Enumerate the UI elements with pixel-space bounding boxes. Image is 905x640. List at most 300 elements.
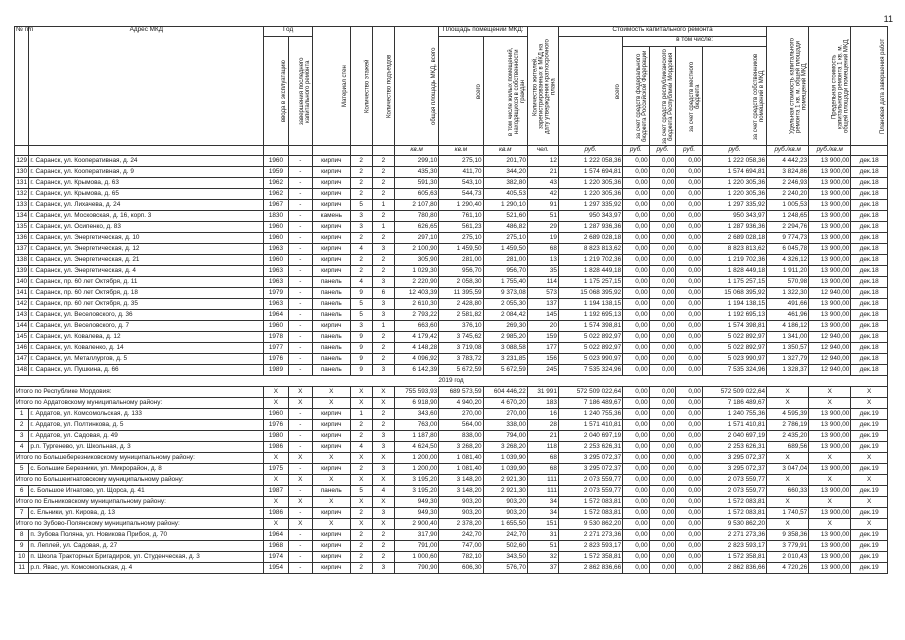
table-cell: 1 240 755,36 [558,409,622,420]
table-cell: 7 186 489,67 [558,398,622,409]
table-cell: 2 073 559,77 [558,486,622,497]
table-cell: дек.19 [851,541,888,552]
table-cell: 1 828 449,18 [702,266,766,277]
table-cell: 6 142,39 [394,365,438,376]
table-cell: 5 022 892,97 [702,332,766,343]
table-cell: кирпич [312,563,350,574]
table-cell: 0,00 [623,497,650,508]
table-cell: панель [312,288,350,299]
table-cell: 1 222 058,36 [558,156,622,167]
table-cell: 1 039,90 [483,453,527,464]
table-cell: 242,70 [483,530,527,541]
table-cell: 3 [372,442,394,453]
table-cell: 1977 [264,343,288,354]
table-cell: 1 290,10 [483,200,527,211]
table-cell: 2 [350,530,372,541]
table-cell: 1 200,00 [394,464,438,475]
table-cell: 51 [527,541,558,552]
table-cell: 0,00 [623,288,650,299]
table-cell: 0,00 [623,541,650,552]
table-cell: 134 [15,211,29,222]
table-cell: панель [312,343,350,354]
table-cell: 2 [350,552,372,563]
col-material-header: Материал стен [312,27,350,146]
table-cell: X [288,519,312,530]
table-cell: кирпич [312,442,350,453]
table-row [15,178,888,189]
table-cell: 4 720,26 [767,563,809,574]
table-cell: 21 [527,167,558,178]
table-cell: 0,00 [623,420,650,431]
table-cell: X [372,398,394,409]
table-cell: р.п. Тургенево, ул. Школьная, д. 3 [29,442,264,453]
table-cell: 1 740,57 [767,508,809,519]
table-cell: 0,00 [649,288,676,299]
table-cell: 0,00 [676,519,703,530]
table-cell: 0,00 [676,420,703,431]
table-cell: 1 222 058,36 [702,156,766,167]
table-cell: 2 823 593,17 [558,541,622,552]
table-cell: дек.18 [851,222,888,233]
table-cell: 2 862 836,66 [558,563,622,574]
table-cell: 242,70 [439,530,483,541]
table-cell: X [767,453,809,464]
table-cell: 0,00 [676,156,703,167]
table-cell: X [809,519,851,530]
table-cell: 689,56 [767,442,809,453]
table-cell: 2 [372,343,394,354]
table-cell: 9 [350,365,372,376]
table-cell: X [350,519,372,530]
col-cost-group-header: Стоимость капитального ремонта [558,27,766,37]
table-row [15,167,888,178]
table-cell: 177 [527,343,558,354]
table-cell: 137 [15,244,29,255]
table-cell: - [288,255,312,266]
table-cell: 0,00 [649,398,676,409]
table-cell: X [264,475,288,486]
table-cell: 1 341,00 [767,332,809,343]
table-cell: 0,00 [649,453,676,464]
table-cell: X [312,497,350,508]
table-cell: 4 624,50 [394,442,438,453]
subtotal-row [15,398,888,409]
table-cell: 543,10 [439,178,483,189]
table-cell: 13 900,00 [809,442,851,453]
table-cell: 576,70 [483,563,527,574]
table-cell: 0,00 [649,354,676,365]
table-cell: 0,00 [649,332,676,343]
table-cell: 13 [527,255,558,266]
table-cell: дек.18 [851,189,888,200]
table-cell: г. Саранск, пр. 60 лет Октября, д. 18 [29,288,264,299]
table-cell: 5 [350,486,372,497]
table-cell: 13 900,00 [809,299,851,310]
table-cell: 3 295 072,37 [702,464,766,475]
table-cell: панель [312,332,350,343]
table-cell: 0,00 [623,365,650,376]
table-cell: 950 343,97 [702,211,766,222]
table-row [15,211,888,222]
table-cell: - [288,332,312,343]
table-cell: 0,00 [649,343,676,354]
table-cell: 136 [15,233,29,244]
table-cell: 1960 [264,233,288,244]
table-cell: с. Ельники, ул. Кирова, д. 13 [29,508,264,519]
table-cell: X [288,475,312,486]
table-cell: 9 [350,343,372,354]
unit-cell: кв.м [394,146,438,156]
table-cell: 13 900,00 [809,552,851,563]
table-cell: 1978 [264,332,288,343]
table-cell: X [851,387,888,398]
table-cell: X [312,387,350,398]
table-cell: г. Саранск, ул. Коваленко, д. 14 [29,343,264,354]
table-cell: 0,00 [623,387,650,398]
table-cell: дек.19 [851,420,888,431]
table-cell: 135 [15,222,29,233]
table-cell: - [288,530,312,541]
table-cell: 0,00 [623,156,650,167]
table-cell: - [288,189,312,200]
table-cell: 1 200,00 [394,453,438,464]
table-cell: г. Саранск, ул. Кооперативная, д. 9 [29,167,264,178]
table-cell: дек.18 [851,211,888,222]
table-cell: 43 [527,178,558,189]
table-cell: 1 005,53 [767,200,809,211]
table-cell: 1 [350,409,372,420]
table-cell: 343,50 [483,552,527,563]
table-cell: 13 900,00 [809,255,851,266]
table-cell: кирпич [312,156,350,167]
table-cell: 2 [372,167,394,178]
table-cell: 140 [15,277,29,288]
table-cell: 2 [372,552,394,563]
table-cell: 0,00 [676,310,703,321]
table-cell: кирпич [312,508,350,519]
table-cell: 305,90 [394,255,438,266]
table-cell: 2 [350,255,372,266]
table-cell: 0,00 [676,277,703,288]
table-cell: 3 [350,222,372,233]
table-cell: 1 [15,409,29,420]
table-cell: г. Саранск, ул. Веселовского, д. 7 [29,321,264,332]
table-cell: 114 [527,277,558,288]
table-cell: дек.18 [851,321,888,332]
table-cell: 0,00 [623,299,650,310]
table-cell: г. Саранск, ул. Лихачева, д. 24 [29,200,264,211]
table-cell: 3 783,72 [439,354,483,365]
table-cell: - [288,431,312,442]
table-cell: 0,00 [623,178,650,189]
table-cell: 3 148,20 [439,486,483,497]
col-floors-header: Количество этажей [350,27,372,146]
table-cell: 2 921,30 [483,486,527,497]
table-cell: 2 985,20 [483,332,527,343]
table-cell: X [372,453,394,464]
table-cell: 51 [527,211,558,222]
table-cell: 0,00 [676,321,703,332]
table-cell: 0,00 [649,255,676,266]
table-cell: кирпич [312,255,350,266]
table-cell: 2 [372,233,394,244]
table-cell: 15 068 395,92 [558,288,622,299]
table-cell: 5 [350,200,372,211]
table-cell: 903,20 [483,497,527,508]
table-cell: - [288,299,312,310]
table-cell: 0,00 [649,189,676,200]
table-cell: 2 581,82 [439,310,483,321]
table-cell: 521,60 [483,211,527,222]
table-cell: 5 023 990,97 [702,354,766,365]
table-cell: 763,00 [394,420,438,431]
table-cell: 1959 [264,167,288,178]
table-cell: 2 294,76 [767,222,809,233]
table-cell: г. Саранск, ул. Ковалева, д. 12 [29,332,264,343]
table-row [15,563,888,574]
table-cell: 1 240 755,36 [702,409,766,420]
table-cell: 0,00 [649,233,676,244]
table-cell: 0,00 [623,486,650,497]
table-cell: 0,00 [649,508,676,519]
table-cell: 3 268,20 [439,442,483,453]
table-cell: 1 175 257,15 [558,277,622,288]
table-cell: 2 055,30 [483,299,527,310]
table-cell: 3 195,20 [394,486,438,497]
table-cell: дек.18 [851,200,888,211]
table-cell: 0,00 [676,178,703,189]
table-cell: 0,00 [623,211,650,222]
table-cell: 2 [350,563,372,574]
table-cell: 1 192 695,13 [558,310,622,321]
table-cell: 0,00 [676,387,703,398]
table-cell: 1974 [264,552,288,563]
table-body [15,156,888,574]
table-cell: 0,00 [623,453,650,464]
table-cell: - [288,409,312,420]
table-cell: 1 571 410,81 [558,420,622,431]
table-cell: 0,00 [649,244,676,255]
table-cell: - [288,420,312,431]
table-cell: 605,63 [394,189,438,200]
table-cell: г. Ардатов, ул. Садовая, д. 49 [29,431,264,442]
table-cell: дек.18 [851,299,888,310]
table-cell: дек.18 [851,343,888,354]
table-cell: кирпич [312,233,350,244]
table-cell: 0,00 [676,552,703,563]
table-cell: 0,00 [623,222,650,233]
table-cell: 0,00 [623,343,650,354]
table-cell: 0,00 [649,178,676,189]
table-cell: 31 991 [527,387,558,398]
table-cell: 143 [15,310,29,321]
table-cell: 13 900,00 [809,310,851,321]
table-row [15,354,888,365]
table-cell: дек.18 [851,354,888,365]
table-cell: X [264,387,288,398]
table-cell: 1 220 305,36 [702,189,766,200]
table-cell: 281,00 [483,255,527,266]
table-cell: 0,00 [649,156,676,167]
col-plan-date-header: Плановая дата завершения работ [851,27,888,146]
table-cell: 5 [350,310,372,321]
table-cell: 0,00 [676,464,703,475]
table-cell: 2 [372,266,394,277]
table-cell: 1968 [264,541,288,552]
table-cell: 0,00 [676,486,703,497]
table-cell: 747,00 [439,541,483,552]
table-cell: 0,00 [676,497,703,508]
table-cell: 1980 [264,431,288,442]
table-cell: дек.18 [851,365,888,376]
table-row [15,420,888,431]
table-cell: X [767,519,809,530]
table-cell: 2 073 559,77 [558,475,622,486]
table-cell: п. Зубова Поляна, ул. Новикова Прибоя, д. 70 [29,530,264,541]
table-cell: 0,00 [623,332,650,343]
table-cell: 2 [350,464,372,475]
table-cell: дек.19 [851,508,888,519]
table-cell: с. Большое Игнатово, ул. Щорса, д. 41 [29,486,264,497]
table-cell: 2 [350,541,372,552]
table-cell: 8 823 813,62 [702,244,766,255]
table-cell: 3 [372,365,394,376]
table-cell: 1 459,50 [483,244,527,255]
table-cell: 2 862 836,66 [702,563,766,574]
table-cell: 544,73 [439,189,483,200]
table-cell: X [312,453,350,464]
table-cell: 461,96 [767,310,809,321]
table-cell: 13 900,00 [809,420,851,431]
table-cell: 1 571 410,81 [702,420,766,431]
table-cell: 344,20 [483,167,527,178]
table-cell: 411,70 [439,167,483,178]
table-cell: 0,00 [623,519,650,530]
table-cell: X [372,387,394,398]
table-cell: 2 271 273,36 [702,530,766,541]
table-cell: 2 [350,167,372,178]
table-cell: 9 [15,541,29,552]
table-cell: 0,00 [623,167,650,178]
table-row [15,277,888,288]
table-cell: 5 [350,299,372,310]
table-cell: 1987 [264,486,288,497]
table-cell: 376,10 [439,321,483,332]
table-cell: 5 022 892,97 [702,343,766,354]
table-cell: 12 403,39 [394,288,438,299]
table-cell: 0,00 [676,541,703,552]
table-cell: 0,00 [649,222,676,233]
table-cell: 3 231,85 [483,354,527,365]
table-cell: 4 [372,486,394,497]
table-cell: 0,00 [649,541,676,552]
table-cell: кирпич [312,530,350,541]
table-cell: г. Саранск, ул. Энергетическая, д. 10 [29,233,264,244]
table-cell: 0,00 [676,343,703,354]
table-row [15,233,888,244]
table-cell: 299,10 [394,156,438,167]
col-premises-total-header: всего [439,37,483,146]
table-row [15,288,888,299]
table-row [15,442,888,453]
table-cell: 1 655,50 [483,519,527,530]
table-cell: - [288,541,312,552]
table-cell: 0,00 [623,310,650,321]
table-cell: 13 900,00 [809,222,851,233]
table-cell: X [767,398,809,409]
table-cell: 7 186 489,67 [702,398,766,409]
table-cell: 2 [15,420,29,431]
table-cell: 0,00 [676,233,703,244]
table-cell: 1 297 335,92 [558,200,622,211]
table-cell: 129 [15,156,29,167]
table-cell: 2 [350,156,372,167]
table-cell: 1 328,37 [767,365,809,376]
subtotal-row [15,387,888,398]
table-cell: 145 [527,310,558,321]
table-cell: г. Саранск, ул. Веселовского, д. 36 [29,310,264,321]
table-cell: 0,00 [676,365,703,376]
table-cell: - [288,343,312,354]
table-cell: 1 [372,321,394,332]
table-cell: 2 [350,266,372,277]
table-cell: - [288,266,312,277]
table-row [15,486,888,497]
table-cell: 4 179,42 [394,332,438,343]
table-cell: 2 [372,354,394,365]
table-cell: 317,90 [394,530,438,541]
table-cell: 903,20 [439,508,483,519]
table-cell: 2 253 626,31 [558,442,622,453]
table-cell: 0,00 [649,409,676,420]
table-cell: 34 [527,508,558,519]
table-cell: 949,30 [394,508,438,519]
table-cell: 2 058,30 [439,277,483,288]
table-cell: 0,00 [676,409,703,420]
table-cell: 9 [350,354,372,365]
table-cell: 1 219 702,36 [558,255,622,266]
table-cell: 0,00 [649,420,676,431]
table-cell: кирпич [312,541,350,552]
table-cell: 11 395,59 [439,288,483,299]
table-cell: 564,00 [439,420,483,431]
table-row [15,332,888,343]
table-cell: X [264,497,288,508]
col-cost-total-header: всего [558,37,622,146]
units-row [15,146,888,156]
table-cell: г. Ардатов, ул. Комсомольская, д. 133 [29,409,264,420]
table-cell: 156 [527,354,558,365]
table-cell: X [809,387,851,398]
table-cell: 0,00 [676,354,703,365]
col-premises-group-header: Площадь помещений МКД: [439,27,528,37]
table-cell: 4 [350,244,372,255]
table-cell: 3 195,20 [394,475,438,486]
table-cell: 133 [15,200,29,211]
table-cell: 68 [527,453,558,464]
table-cell: дек.18 [851,244,888,255]
unit-cell: кв.м [483,146,527,156]
table-cell: кирпич [312,178,350,189]
table-cell: 12 940,00 [809,354,851,365]
table-cell: 68 [527,244,558,255]
table-cell: 130 [15,167,29,178]
table-cell: 1 175 257,15 [702,277,766,288]
table-cell: 2 [372,332,394,343]
unit-cell: руб. [702,146,766,156]
table-cell: 2 271 273,36 [558,530,622,541]
table-cell: 782,10 [439,552,483,563]
